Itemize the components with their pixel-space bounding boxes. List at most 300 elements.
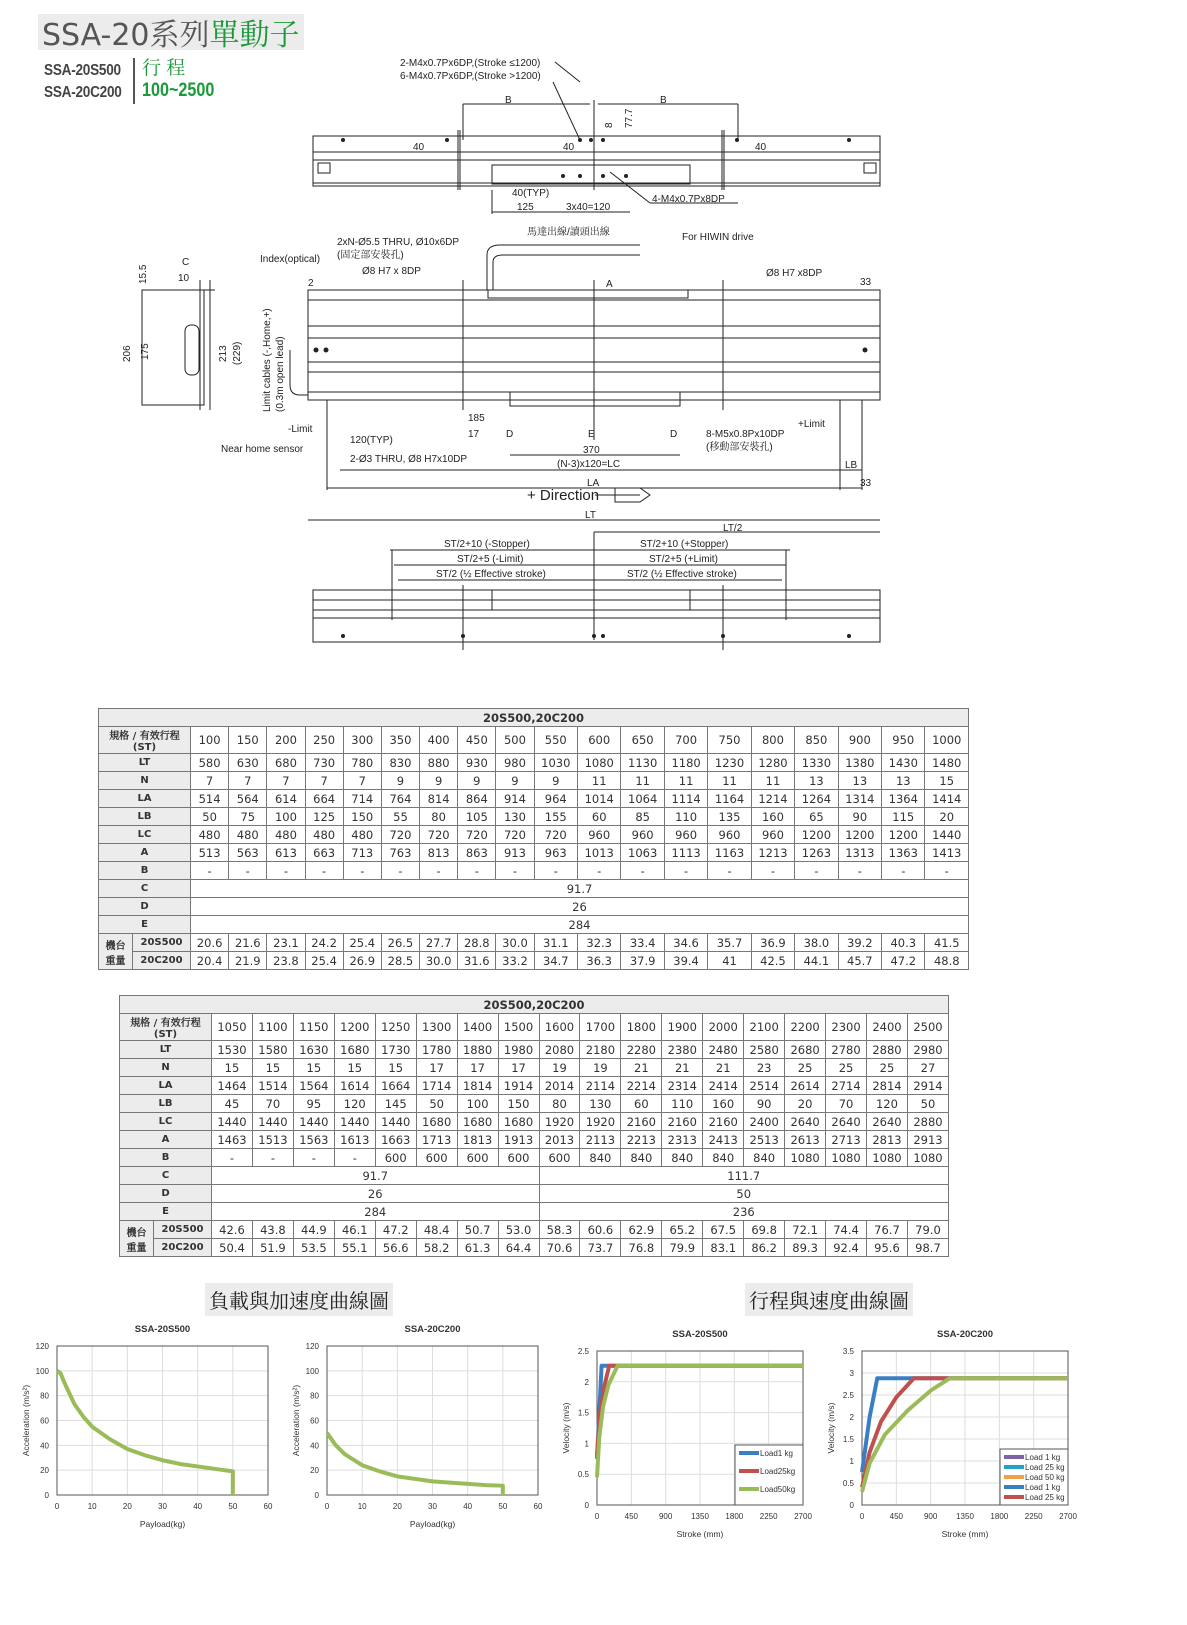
table-cell: 72.1	[785, 1221, 826, 1239]
table-row	[120, 1167, 949, 1185]
row-header: LB	[99, 808, 191, 826]
y-tick: 80	[310, 1391, 319, 1401]
table-cell: 1263	[795, 844, 838, 862]
table-cell: 86.2	[744, 1239, 785, 1257]
table-cell: -	[458, 862, 496, 880]
table-cell: 480	[267, 826, 305, 844]
table-row	[99, 727, 969, 754]
table-cell: 1363	[882, 844, 925, 862]
table-cell: 79.0	[907, 1221, 948, 1239]
table-cell: 514	[191, 790, 229, 808]
table-cell: 21	[621, 1059, 662, 1077]
index-optical-label: Index(optical)	[260, 254, 321, 265]
table-cell: 1440	[334, 1113, 375, 1131]
table-cell: 62.9	[621, 1221, 662, 1239]
table-row	[120, 1149, 949, 1167]
chart-title: SSA-20C200	[937, 1329, 993, 1340]
table-row	[99, 934, 969, 952]
dim-120-typ: 120(TYP)	[350, 435, 393, 446]
table-cell: 110	[662, 1095, 703, 1113]
table-cell: 90	[744, 1095, 785, 1113]
table-cell: 1213	[751, 844, 794, 862]
table-cell: 160	[703, 1095, 744, 1113]
table-cell: 33.4	[621, 934, 664, 952]
table-cell: 47.2	[375, 1221, 416, 1239]
table-cell: 80	[539, 1095, 580, 1113]
table-cell: 1440	[212, 1113, 253, 1131]
table-cell: 914	[496, 790, 534, 808]
table-row	[120, 1014, 949, 1041]
y-tick: 1	[849, 1457, 854, 1466]
legend-entry: Load 1 kg	[1025, 1483, 1061, 1492]
table-cell: 664	[305, 790, 343, 808]
table-cell: 15	[925, 772, 969, 790]
table-cell: 1713	[416, 1131, 457, 1149]
table-cell: 1680	[498, 1113, 539, 1131]
table-cell: 713	[343, 844, 381, 862]
x-tick: 2250	[1024, 1512, 1043, 1521]
y-tick: 3.5	[842, 1347, 854, 1356]
table-cell: 95.6	[867, 1239, 908, 1257]
row-header: C	[120, 1167, 212, 1185]
table-cell: 58.3	[539, 1221, 580, 1239]
table-cell: 50	[907, 1095, 948, 1113]
table-cell: 36.9	[751, 934, 794, 952]
table-cell: 34.6	[664, 934, 707, 952]
table-cell: 300	[343, 727, 381, 754]
table-cell: 60	[621, 1095, 662, 1113]
table-cell: 91.7	[212, 1167, 540, 1185]
table-cell: 39.4	[664, 952, 707, 970]
table-cell: 15	[375, 1059, 416, 1077]
table-cell: 550	[534, 727, 577, 754]
table-cell: 930	[458, 754, 496, 772]
table-cell: 960	[621, 826, 664, 844]
y-tick: 80	[40, 1391, 49, 1401]
table-cell: 11	[664, 772, 707, 790]
table-cell: 42.5	[751, 952, 794, 970]
table-cell: 15	[334, 1059, 375, 1077]
table-cell: 480	[229, 826, 267, 844]
table-cell: 1150	[293, 1014, 334, 1041]
table-cell: 74.4	[826, 1221, 867, 1239]
table-cell: 830	[381, 754, 419, 772]
table-cell: 714	[343, 790, 381, 808]
table-cell: 89.3	[785, 1239, 826, 1257]
table-row	[99, 862, 969, 880]
table-cell: 2613	[785, 1131, 826, 1149]
table-cell: 1200	[838, 826, 881, 844]
row-header: LT	[120, 1041, 212, 1059]
table-cell: 2880	[867, 1041, 908, 1059]
table-cell: 76.7	[867, 1221, 908, 1239]
table-cell: 480	[343, 826, 381, 844]
table-cell: 15	[212, 1059, 253, 1077]
table-cell: 1614	[334, 1077, 375, 1095]
table-cell: 2813	[867, 1131, 908, 1149]
x-tick: 50	[498, 1502, 508, 1511]
minus-limit-label: -Limit	[288, 424, 313, 435]
table-cell: 73.7	[580, 1239, 621, 1257]
table-caption-row	[99, 709, 969, 727]
table-cell: 30.0	[420, 952, 458, 970]
table-cell: 2500	[907, 1014, 948, 1041]
row-header: 20C200	[133, 952, 191, 970]
dim-33-bottom: 33	[860, 478, 872, 489]
mover-holes-label: 8-M5x0.8Px10DP	[706, 429, 785, 440]
table-cell: 20.6	[191, 934, 229, 952]
table-cell: 83.1	[703, 1239, 744, 1257]
for-hiwin-label: For HIWIN drive	[682, 232, 754, 243]
table-cell: 1364	[882, 790, 925, 808]
y-tick: 100	[305, 1366, 319, 1376]
table-row	[99, 754, 969, 772]
table-cell: -	[334, 1149, 375, 1167]
dim-206: 206	[122, 345, 133, 362]
table-cell: 720	[496, 826, 534, 844]
table-cell: 650	[621, 727, 664, 754]
table-caption: 20S500,20C200	[99, 709, 969, 727]
table-cell: 53.5	[293, 1239, 334, 1257]
x-label: Payload(kg)	[409, 1519, 456, 1529]
table-cell: 1114	[664, 790, 707, 808]
table-cell: 2180	[580, 1041, 621, 1059]
table-cell: 2200	[785, 1014, 826, 1041]
table-cell: 160	[751, 808, 794, 826]
pos-stopper-label: ST/2+10 (+Stopper)	[640, 539, 729, 550]
table-cell: 40.3	[882, 934, 925, 952]
table-cell: 564	[229, 790, 267, 808]
table-cell: 1264	[795, 790, 838, 808]
table-cell: 663	[305, 844, 343, 862]
table-cell: 70	[826, 1095, 867, 1113]
table-cell: 11	[751, 772, 794, 790]
table-cell: 111.7	[539, 1167, 949, 1185]
table-cell: 1200	[882, 826, 925, 844]
table-cell: 2780	[826, 1041, 867, 1059]
table-cell: 1700	[580, 1014, 621, 1041]
table-cell: 2514	[744, 1077, 785, 1095]
x-tick: 1350	[956, 1512, 974, 1521]
table-cell: -	[621, 862, 664, 880]
y-label: Velocity (m/s)	[826, 1402, 836, 1454]
y-tick: 0	[849, 1501, 854, 1510]
table-cell: -	[229, 862, 267, 880]
table-cell: 1440	[925, 826, 969, 844]
y-tick: 40	[310, 1441, 319, 1451]
table-cell: 17	[457, 1059, 498, 1077]
table-cell: 2380	[662, 1041, 703, 1059]
table-cell: 2640	[785, 1113, 826, 1131]
spec-table-2	[119, 995, 949, 1257]
dim-la: LA	[587, 478, 600, 489]
table-cell: 9	[381, 772, 419, 790]
table-cell: 135	[708, 808, 751, 826]
table-cell: 31.6	[458, 952, 496, 970]
table-cell: 13	[882, 772, 925, 790]
table-cell: 1200	[334, 1014, 375, 1041]
table-cell: 19	[580, 1059, 621, 1077]
table-cell: 400	[420, 727, 458, 754]
x-tick: 1800	[725, 1512, 744, 1521]
table-cell: -	[577, 862, 620, 880]
row-header: 20S500	[154, 1221, 212, 1239]
table-cell: 960	[751, 826, 794, 844]
table-cell: 600	[577, 727, 620, 754]
row-header: A	[120, 1131, 212, 1149]
accel-chart-20c200	[285, 1320, 550, 1535]
mount-holes-label: 2xN-Ø5.5 THRU, Ø10x6DP	[337, 237, 460, 248]
table-cell: 17	[416, 1059, 457, 1077]
table-cell: 2814	[867, 1077, 908, 1095]
table-cell: 47.2	[882, 952, 925, 970]
table-cell: 70.6	[539, 1239, 580, 1257]
table-cell: 1563	[293, 1131, 334, 1149]
table-cell: 880	[420, 754, 458, 772]
table-cell: 50.4	[212, 1239, 253, 1257]
limit-cables-label: Limit cables (-,Home,+)	[262, 308, 273, 412]
table-cell: 2160	[662, 1113, 703, 1131]
row-header: C	[99, 880, 191, 898]
table-cell: 1200	[795, 826, 838, 844]
table-cell: 1564	[293, 1077, 334, 1095]
x-tick: 30	[428, 1502, 437, 1511]
table-cell: 613	[267, 844, 305, 862]
table-cell: 1414	[925, 790, 969, 808]
x-tick: 20	[392, 1502, 402, 1511]
x-tick: 0	[54, 1502, 60, 1511]
table-cell: 130	[496, 808, 534, 826]
table-cell: 2640	[826, 1113, 867, 1131]
table-cell: 25	[867, 1059, 908, 1077]
y-tick: 20	[310, 1466, 319, 1476]
dim-3x40: 3x40=120	[566, 202, 611, 213]
table-cell: 840	[621, 1149, 662, 1167]
table-cell: 15	[252, 1059, 293, 1077]
chart-title: SSA-20S500	[134, 1324, 191, 1335]
row-header: LT	[99, 754, 191, 772]
table-cell: 630	[229, 754, 267, 772]
table-cell: 11	[577, 772, 620, 790]
table-cell: 1014	[577, 790, 620, 808]
table-cell: 1480	[925, 754, 969, 772]
y-tick: 2	[849, 1413, 854, 1422]
x-tick: 2250	[759, 1512, 778, 1521]
table-cell: 26	[212, 1185, 540, 1203]
y-tick: 20	[40, 1466, 49, 1476]
table-cell: 2280	[621, 1041, 662, 1059]
table-cell: 120	[334, 1095, 375, 1113]
x-tick: 30	[158, 1502, 167, 1511]
table-cell: 48.4	[416, 1221, 457, 1239]
table-row	[120, 1095, 949, 1113]
table-cell: 1080	[867, 1149, 908, 1167]
table-cell: 1214	[751, 790, 794, 808]
table-cell: 2000	[703, 1014, 744, 1041]
table-cell: 1400	[457, 1014, 498, 1041]
y-tick: 1.5	[577, 1408, 589, 1418]
dim-b-left: B	[505, 95, 512, 106]
row-header: E	[120, 1203, 212, 1221]
table-cell: 600	[539, 1149, 580, 1167]
table-cell: 65	[795, 808, 838, 826]
table-cell: 1664	[375, 1077, 416, 1095]
table-cell: 1430	[882, 754, 925, 772]
table-cell: 55	[381, 808, 419, 826]
table-cell: 1064	[621, 790, 664, 808]
table-cell: 963	[534, 844, 577, 862]
table-row	[120, 1185, 949, 1203]
table-cell: 950	[882, 727, 925, 754]
table-cell: 1030	[534, 754, 577, 772]
table-cell: 25	[785, 1059, 826, 1077]
y-tick: 60	[40, 1416, 49, 1426]
table-cell: 115	[882, 808, 925, 826]
table-cell: -	[420, 862, 458, 880]
legend-entry: Load 25 kg	[1025, 1463, 1065, 1472]
limit-cables-label-2: (0.3m open lead)	[275, 336, 286, 412]
weight-header: 機台 重量	[120, 1221, 154, 1257]
table-cell: 98.7	[907, 1239, 948, 1257]
table-cell: 1913	[498, 1131, 539, 1149]
table-cell: 35.7	[708, 934, 751, 952]
table-cell: 32.3	[577, 934, 620, 952]
table-cell: 155	[534, 808, 577, 826]
dim-175: 175	[140, 343, 151, 360]
row-header: D	[120, 1185, 212, 1203]
table-cell: 1313	[838, 844, 881, 862]
table-cell: -	[838, 862, 881, 880]
table-cell: 130	[580, 1095, 621, 1113]
dim-lb: LB	[845, 460, 858, 471]
table-cell: 2480	[703, 1041, 744, 1059]
row-header: LB	[120, 1095, 212, 1113]
legend-entry: Load 25 kg	[1025, 1493, 1065, 1502]
table-row	[99, 844, 969, 862]
table-cell: 91.7	[191, 880, 969, 898]
table-cell: -	[534, 862, 577, 880]
y-tick: 1	[584, 1439, 589, 1449]
table-cell: 125	[305, 808, 343, 826]
table-cell: 600	[416, 1149, 457, 1167]
table-cell: 2313	[662, 1131, 703, 1149]
table-cell: 1100	[252, 1014, 293, 1041]
table-row	[99, 898, 969, 916]
table-cell: 1730	[375, 1041, 416, 1059]
row-header: 規格 / 有效行程 (ST)	[99, 727, 191, 754]
y-label: Acceleration (m/s²)	[291, 1384, 301, 1457]
y-label: Velocity (m/s)	[561, 1402, 571, 1454]
table-cell: 51.9	[252, 1239, 293, 1257]
table-cell: 48.8	[925, 952, 969, 970]
table-cell: 26	[191, 898, 969, 916]
table-cell: 730	[305, 754, 343, 772]
table-cell: 13	[838, 772, 881, 790]
table-cell: 913	[496, 844, 534, 862]
table-cell: 50	[416, 1095, 457, 1113]
table-cell: -	[305, 862, 343, 880]
table-cell: 2413	[703, 1131, 744, 1149]
table-cell: -	[267, 862, 305, 880]
y-tick: 2	[584, 1377, 589, 1387]
table-cell: 720	[420, 826, 458, 844]
dim-a: A	[606, 279, 613, 290]
table-cell: 50	[539, 1185, 949, 1203]
y-tick: 0	[314, 1491, 319, 1500]
y-tick: 120	[305, 1342, 319, 1351]
x-tick: 10	[357, 1502, 367, 1511]
y-tick: 2.5	[577, 1347, 589, 1356]
dim-d-left: D	[506, 429, 514, 440]
table-cell: 80	[420, 808, 458, 826]
row-header: LC	[120, 1113, 212, 1131]
table-cell: 1440	[293, 1113, 334, 1131]
dim-15-5: 15.5	[138, 264, 149, 284]
table-cell: 2080	[539, 1041, 580, 1059]
table-cell: 1080	[907, 1149, 948, 1167]
x-label: Payload(kg)	[139, 1519, 186, 1529]
table-cell: 50.7	[457, 1221, 498, 1239]
mount-holes-zh-label: (固定部安裝孔)	[337, 250, 404, 261]
y-tick: 0	[44, 1491, 49, 1500]
row-header: A	[99, 844, 191, 862]
table-cell: 1663	[375, 1131, 416, 1149]
y-tick: 0.5	[842, 1479, 854, 1488]
table-cell: 17	[498, 1059, 539, 1077]
dim-lt: LT	[585, 510, 596, 521]
table-cell: 56.6	[375, 1239, 416, 1257]
table-cell: 1230	[708, 754, 751, 772]
table-cell: 2913	[907, 1131, 948, 1149]
near-home-label: Near home sensor	[221, 444, 304, 455]
pin-hole-right-label: Ø8 H7 x8DP	[766, 268, 823, 279]
table-row	[99, 952, 969, 970]
note-m4-short: 2-M4x0.7Px6DP,(Stroke ≤1200)	[400, 58, 541, 69]
dim-c: C	[182, 257, 190, 268]
table-cell: 350	[381, 727, 419, 754]
table-cell: 2640	[867, 1113, 908, 1131]
table-cell: 58.2	[416, 1239, 457, 1257]
table-cell: -	[496, 862, 534, 880]
pin-holes-bottom-label: 2-Ø3 THRU, Ø8 H7x10DP	[350, 454, 468, 465]
table-cell: 2113	[580, 1131, 621, 1149]
table-cell: -	[664, 862, 707, 880]
table-cell: 2614	[785, 1077, 826, 1095]
pos-limit-label: ST/2+5 (+Limit)	[649, 554, 718, 565]
table-cell: 2400	[867, 1014, 908, 1041]
table-cell: -	[212, 1149, 253, 1167]
table-cell: 42.6	[212, 1221, 253, 1239]
table-cell: 1680	[334, 1041, 375, 1059]
table-cell: 840	[703, 1149, 744, 1167]
table-cell: 45	[212, 1095, 253, 1113]
table-cell: 100	[267, 808, 305, 826]
table-cell: 2713	[826, 1131, 867, 1149]
y-label: Acceleration (m/s²)	[21, 1384, 31, 1457]
dim-lt-half: LT/2	[723, 523, 743, 534]
table-cell: 800	[751, 727, 794, 754]
table-cell: 76.8	[621, 1239, 662, 1257]
dim-33-top: 33	[860, 277, 872, 288]
table-cell: 69.8	[744, 1221, 785, 1239]
table-cell: 25.4	[343, 934, 381, 952]
table-cell: 600	[498, 1149, 539, 1167]
motor-cable-label: 馬達出線/讀頭出線	[527, 227, 610, 238]
dim-77-7: 77.7	[624, 108, 635, 128]
table-row	[99, 916, 969, 934]
table-cell: 7	[267, 772, 305, 790]
table-cell: 2300	[826, 1014, 867, 1041]
